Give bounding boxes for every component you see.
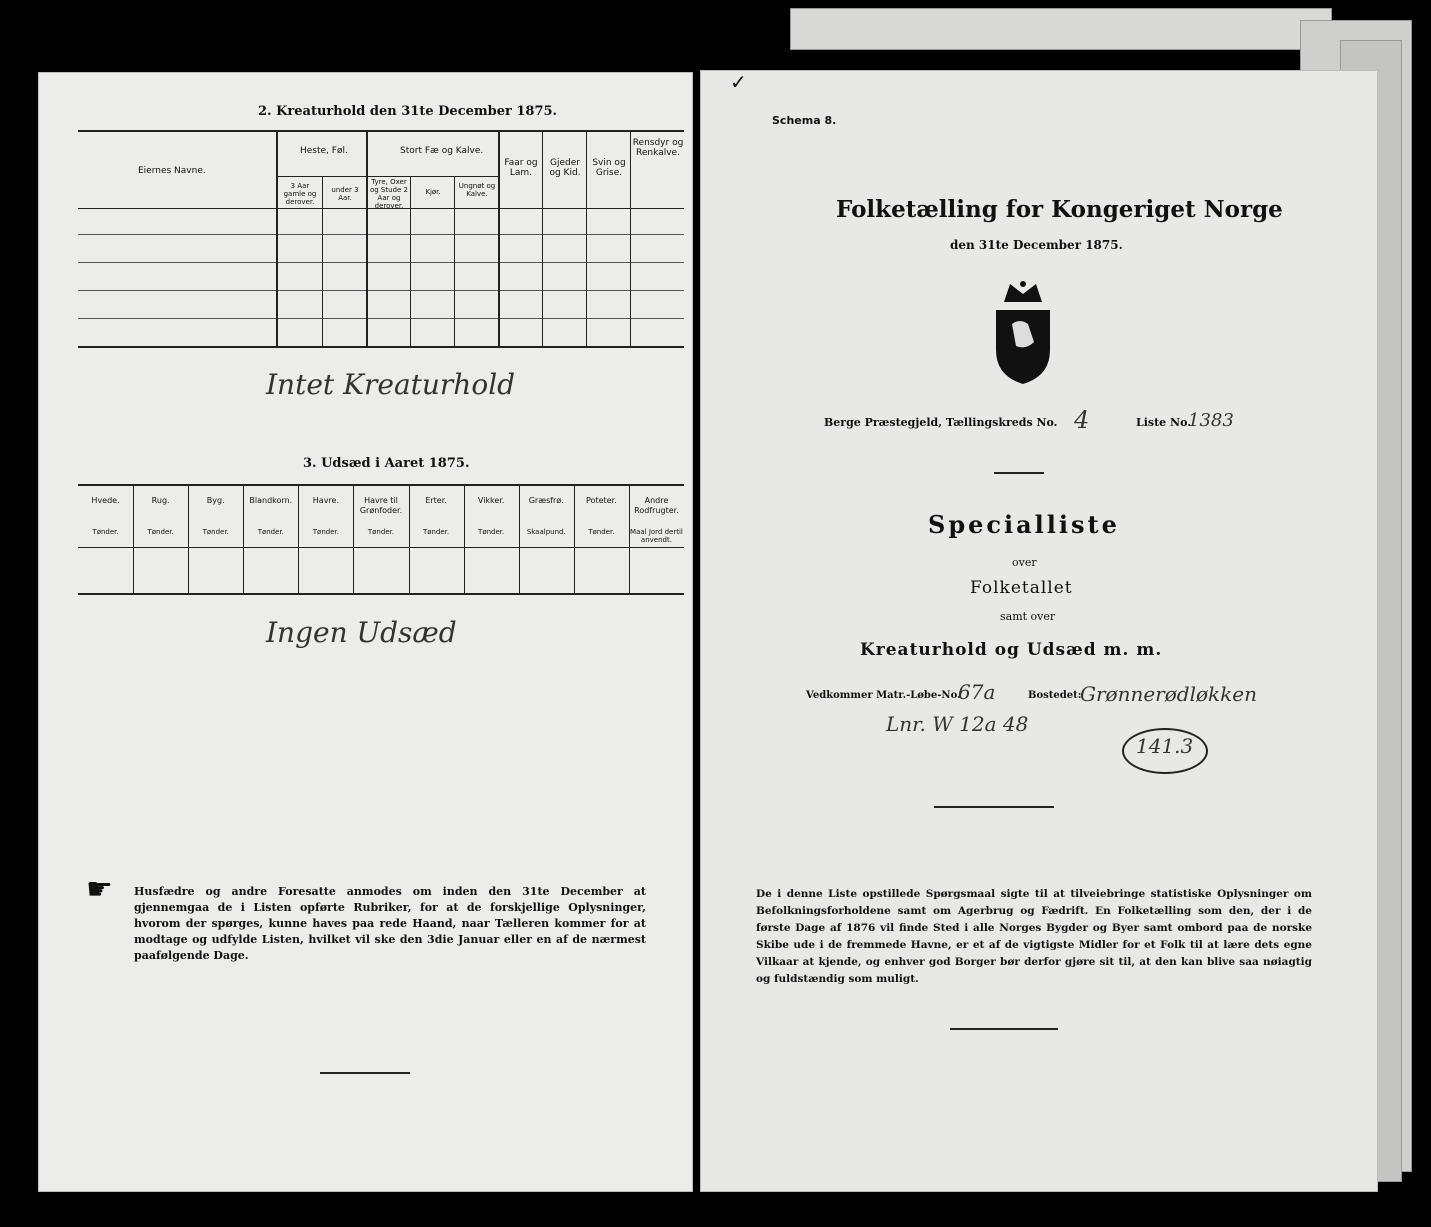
gjeder-header: Gjeder og Kid. bbox=[549, 158, 581, 178]
sowing-col-unit: Skaalpund. bbox=[526, 528, 566, 536]
sowing-col-name: Blandkorn. bbox=[249, 496, 293, 505]
folketallet-text: Folketallet bbox=[970, 578, 1073, 598]
sowing-col-name: Byg. bbox=[206, 496, 225, 505]
left-page bbox=[38, 72, 693, 1192]
over-text: over bbox=[1012, 556, 1037, 569]
svin-header: Svin og Grise. bbox=[592, 158, 626, 178]
schema-label: Schema 8. bbox=[772, 114, 837, 127]
right-footer-rule bbox=[950, 1028, 1058, 1030]
coat-of-arms-icon bbox=[990, 280, 1056, 386]
table-row-line bbox=[78, 290, 684, 291]
specialliste-title: Specialliste bbox=[928, 510, 1120, 539]
col-divider bbox=[586, 130, 587, 346]
sowing-col-name: Andre Rodfrugter. bbox=[634, 496, 679, 515]
stort-sub3: Ungnøt og Kalve. bbox=[458, 182, 496, 198]
sowing-col-name: Poteter. bbox=[586, 496, 617, 505]
sowing-top-rule bbox=[78, 484, 684, 486]
rensdyr-header: Rensdyr og Renkalve. bbox=[632, 138, 684, 158]
sowing-col-unit: Tønder. bbox=[367, 528, 395, 536]
col-divider bbox=[542, 130, 543, 346]
intro-text: De i denne Liste opstillede Spørgsmaal sigte til at tilveiebringe statistiske Oplysninger om Befolkningsforholdene samt om Agerbrug og Fædrift. En Folketælling som den, der i de første Dage af 1876 vil finde Sted i alle Norges Bygder og Byer samt ombord paa de norske Skibe ude i de fremmede Havne, er et af de vigtigste Midler for et Folk til at lære dets egne Vilkaar at kjende, og enhver god Borger bør derfor gjøre sit til, at den kan blive saa nøiagtig og fuldstændig som muligt. bbox=[756, 888, 1312, 985]
table-bottom-rule bbox=[78, 346, 684, 348]
sowing-col-unit: Tønder. bbox=[257, 528, 284, 536]
sowing-col-unit: Tønder. bbox=[92, 528, 119, 536]
divider-rule bbox=[994, 472, 1044, 474]
kreaturhold-text: Kreaturhold og Udsæd m. m. bbox=[860, 640, 1163, 660]
col-divider bbox=[410, 177, 411, 346]
census-title: Folketælling for Kongeriget Norge bbox=[836, 196, 1283, 223]
stamp-number: 141.3 bbox=[1136, 734, 1194, 758]
table-row-line bbox=[78, 318, 684, 319]
sowing-col-unit: Tønder. bbox=[202, 528, 229, 536]
sowing-col-name: Hvede. bbox=[91, 496, 120, 505]
notice-text: Husfædre og andre Foresatte anmodes om inden den 31te December at gjennemgaa de i Listen opførte Rubriker, for at de forskjellige Oplysninger, hvorom der spørges, kunne haves paa rede Haand, naar Tælleren kommer for at modtage og udfylde Listen, hvilket vil ske den 3die Januar eller en af de nærmest paafølgende Dage. bbox=[134, 885, 646, 962]
owner-column-header: Eiernes Navne. bbox=[138, 166, 206, 176]
bostedet-label: Bostedet: bbox=[1028, 690, 1082, 701]
census-date: den 31te December 1875. bbox=[950, 238, 1123, 252]
col-divider bbox=[276, 130, 278, 346]
divider-rule-2 bbox=[934, 806, 1054, 808]
sowing-col-unit: Tønder. bbox=[478, 528, 505, 536]
right-page bbox=[700, 70, 1378, 1192]
table-row-line bbox=[78, 262, 684, 263]
lnr-note: Lnr. W 12a 48 bbox=[886, 712, 1029, 736]
sowing-col-unit: Tønder. bbox=[147, 528, 174, 536]
page-stack bbox=[790, 8, 1332, 50]
sowing-col-name: Havre til Grønfoder. bbox=[359, 496, 403, 515]
district-number: 4 bbox=[1074, 406, 1090, 434]
heste-sub1: 3 Aar gamle og derover. bbox=[283, 182, 317, 206]
sowing-col-name: Græsfrø. bbox=[528, 496, 564, 505]
col-divider bbox=[366, 130, 368, 346]
sowing-col-unit: Maal Jord dertil anvendt. bbox=[630, 528, 683, 544]
heste-sub2: under 3 Aar. bbox=[331, 186, 359, 202]
heste-header: Heste, Føl. bbox=[300, 146, 348, 156]
matr-label: Vedkommer Matr.-Løbe-No. bbox=[806, 690, 961, 701]
sowing-col-name: Havre. bbox=[312, 496, 340, 505]
handwritten-no-livestock: Intet Kreaturhold bbox=[266, 368, 516, 401]
stort-header: Stort Fæ og Kalve. bbox=[400, 146, 484, 156]
samt-over-text: samt over bbox=[1000, 610, 1056, 623]
liste-label: Liste No. bbox=[1136, 416, 1192, 429]
sowing-col-name: Rug. bbox=[151, 496, 170, 505]
table-top-rule bbox=[78, 130, 684, 132]
handwritten-no-sowing: Ingen Udsæd bbox=[266, 616, 457, 649]
hand-mark: ✓ bbox=[730, 70, 747, 94]
col-divider bbox=[454, 177, 455, 346]
sowing-col-name: Vikker. bbox=[477, 496, 505, 505]
col-divider bbox=[322, 177, 323, 346]
table-row-line bbox=[78, 234, 684, 235]
section2-title: 2. Kreaturhold den 31te December 1875. bbox=[258, 104, 558, 119]
faar-header: Faar og Lam. bbox=[504, 158, 538, 178]
stort-sub2: Kjør. bbox=[425, 188, 441, 196]
bostedet-value: Grønnerødløkken bbox=[1080, 682, 1257, 706]
group-header-rule bbox=[278, 176, 366, 177]
stort-sub1: Tyre, Oxer og Stude 2 Aar og derover. bbox=[369, 178, 408, 210]
sowing-col-name: Erter. bbox=[425, 496, 447, 505]
liste-number: 1383 bbox=[1188, 410, 1234, 431]
col-divider bbox=[630, 130, 631, 346]
group-header-rule bbox=[368, 176, 498, 177]
left-footer-rule bbox=[320, 1072, 410, 1074]
pointing-hand-icon: ☛ bbox=[86, 872, 113, 907]
sowing-header-rule bbox=[78, 547, 684, 548]
district-label: Berge Præstegjeld, Tællingskreds No. bbox=[824, 416, 1058, 429]
sowing-col-unit: Tønder. bbox=[422, 528, 450, 536]
sowing-col-unit: Tønder. bbox=[312, 528, 339, 536]
matr-value: 67a bbox=[958, 680, 996, 704]
sowing-col-unit: Tønder. bbox=[588, 528, 615, 536]
sowing-bottom-rule bbox=[78, 593, 684, 595]
section3-title: 3. Udsæd i Aaret 1875. bbox=[303, 456, 470, 471]
